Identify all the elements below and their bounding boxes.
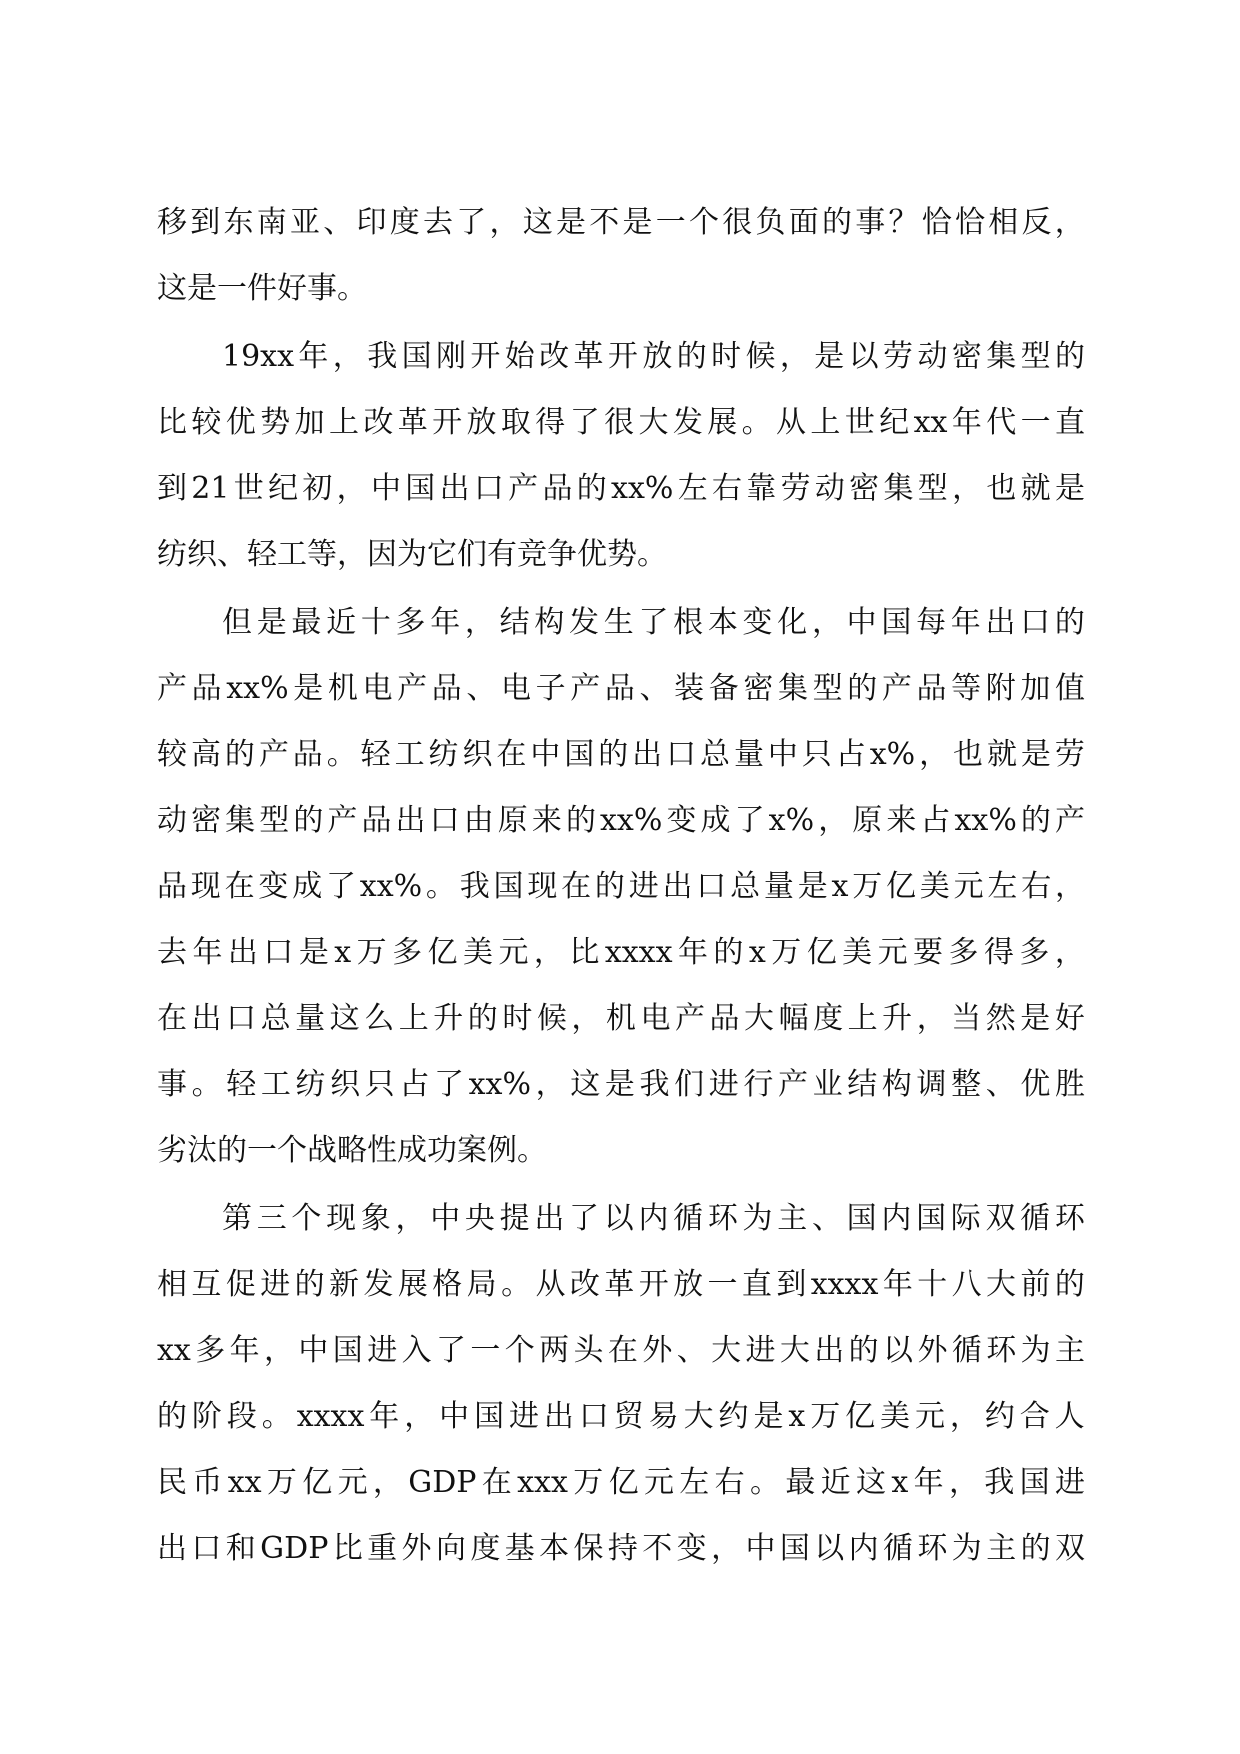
- document-line: 出 口 和 GDP 比 重 外 向 度 基 本 保 持 不 变 ， 中 国 以 内 循 环 为 主 的 双: [157, 1531, 1085, 1566]
- document-line: 的 阶 段 。 xxxx 年 ， 中 国 进 出 口 贸 易 大 约 是 x 万 亿 美 元 ， 约 合 人: [157, 1399, 1085, 1434]
- document-line: 去 年 出 口 是 x 万 多 亿 美 元 ， 比 xxxx 年 的 x 万 亿 美 元 要 多 得 多 ，: [157, 935, 1085, 970]
- document-line: 比 较 优 势 加 上 改 革 开 放 取 得 了 很 大 发 展 。 从 上 世 纪 xx 年 代 一 直: [157, 405, 1085, 440]
- document-line: 移 到 东 南 亚 、 印 度 去 了 ， 这 是 不 是 一 个 很 负 面 的 事 ？ 恰 恰 相 反 ，: [157, 205, 1085, 240]
- document-line: 这是一件好事。: [157, 271, 367, 306]
- document-line: 纺织、轻工等，因为它们有竞争优势。: [157, 537, 667, 572]
- document-line: 产 品 xx% 是 机 电 产 品 、 电 子 产 品 、 装 备 密 集 型 的 产 品 等 附 加 值: [157, 671, 1085, 706]
- document-line: 民 币 xx 万 亿 元 ， GDP 在 xxx 万 亿 元 左 右 。 最 近 这 x 年 ， 我 国 进: [157, 1465, 1085, 1500]
- document-line: 动 密 集 型 的 产 品 出 口 由 原 来 的 xx% 变 成 了 x% ， 原 来 占 xx% 的 产: [157, 803, 1085, 838]
- document-line: 到 21 世 纪 初 ， 中 国 出 口 产 品 的 xx% 左 右 靠 劳 动 密 集 型 ， 也 就 是: [157, 471, 1085, 506]
- document-line: 相 互 促 进 的 新 发 展 格 局 。 从 改 革 开 放 一 直 到 xxxx 年 十 八 大 前 的: [157, 1267, 1085, 1302]
- document-line: 劣汰的一个战略性成功案例。: [157, 1133, 547, 1168]
- document-line: 19xx 年 ， 我 国 刚 开 始 改 革 开 放 的 时 候 ， 是 以 劳 动 密 集 型 的: [222, 339, 1085, 374]
- document-line: 第 三 个 现 象 ， 中 央 提 出 了 以 内 循 环 为 主 、 国 内 国 际 双 循 环: [222, 1201, 1085, 1236]
- document-line: 事 。 轻 工 纺 织 只 占 了 xx% ， 这 是 我 们 进 行 产 业 结 构 调 整 、 优 胜: [157, 1067, 1085, 1102]
- document-line: xx 多 年 ， 中 国 进 入 了 一 个 两 头 在 外 、 大 进 大 出 的 以 外 循 环 为 主: [157, 1333, 1085, 1368]
- document-line: 较 高 的 产 品 。 轻 工 纺 织 在 中 国 的 出 口 总 量 中 只 占 x% ， 也 就 是 劳: [157, 737, 1085, 772]
- document-line: 品 现 在 变 成 了 xx% 。 我 国 现 在 的 进 出 口 总 量 是 x 万 亿 美 元 左 右 ，: [157, 869, 1085, 904]
- document-line: 在 出 口 总 量 这 么 上 升 的 时 候 ， 机 电 产 品 大 幅 度 上 升 ， 当 然 是 好: [157, 1001, 1085, 1036]
- document-line: 但 是 最 近 十 多 年 ， 结 构 发 生 了 根 本 变 化 ， 中 国 每 年 出 口 的: [222, 605, 1085, 640]
- document-body: [157, 190, 1085, 1582]
